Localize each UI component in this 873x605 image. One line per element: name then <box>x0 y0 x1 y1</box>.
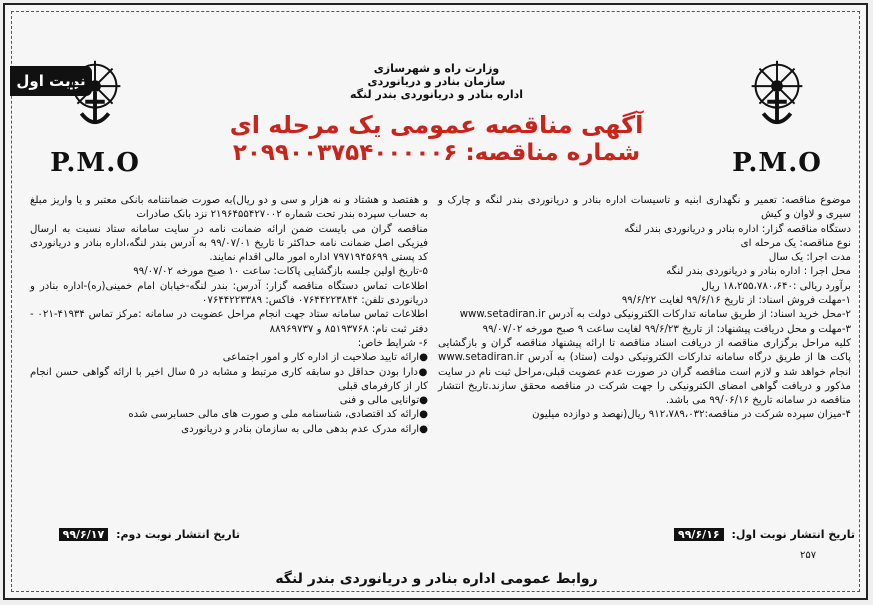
organization-header <box>0 62 873 101</box>
first-publication-date <box>650 528 855 541</box>
pmo-logo-text: P.M.O <box>50 148 140 178</box>
paragraph: موضوع مناقصه: تعمیر و نگهداری ابنیه و تاسیسات اداره بنادر و دریانوردی بندر لنگه و چارک و سیری و لاوان و کیش <box>438 195 851 221</box>
paragraph: کلیه مراحل برگزاری مناقصه از دریافت اسناد مناقصه تا ارائه پیشنهاد مناقصه گران و بازگشایی پاکت ها از طریق درگاه سامانه تدارکات الکترونیکی دولت (ستاد) به آدرس www.setadiran.ir انجام خواهد شد و لازم است مناقصه گران در صورت عدم عضویت قبلی،مراحل ثبت نام در سایت مذکور و دریافت گواهی امضای الکترونیکی را جهت شرکت در مناقصه محقق سازند.تاریخ انتشار مناقصه در سامانه تاریخ ۹۹/۰۶/۱۶ می باشد. <box>438 337 851 407</box>
paragraph: ۱-مهلت فروش اسناد: از تاریخ ۹۹/۶/۱۶ لغایت ۹۹/۶/۲۲ <box>621 295 851 307</box>
right-text-column <box>438 194 851 423</box>
pmo-logo-text: P.M.O <box>732 148 822 178</box>
paragraph: ۴-میزان سپرده شرکت در مناقصه:۹۱۲،۷۸۹،۰۳۲ ریال(نهصد و دوازده میلیون <box>532 409 851 421</box>
announcement-title: آگهی مناقصه عمومی یک مرحله ای <box>229 111 644 139</box>
first-publication-label: تاریخ انتشار نوبت اول: <box>731 528 855 541</box>
second-publication-value: ۹۹/۶/۱۷ <box>59 528 109 541</box>
second-publication-date <box>30 528 240 541</box>
paragraph: نوع مناقصه: یک مرحله ای <box>740 237 851 249</box>
paragraph: مدت اجرا: یک سال <box>768 252 851 264</box>
org-department: اداره بنادر و دریانوردی بندر لنگه <box>349 88 524 101</box>
paragraph: ●ارائه تایید صلاحیت از اداره کار و امور اجتماعی <box>222 352 428 364</box>
org-organization: سازمان بنادر و دریانوردی <box>367 75 506 88</box>
paragraph: اطلاعات تماس سامانه ستاد جهت انجام مراحل عضویت در سامانه :مرکز تماس ۴۱۹۳۴-۰۲۱ - دفتر ثبت نام: ۸۵۱۹۳۷۶۸ و ۸۸۹۶۹۷۳۷ <box>30 309 428 335</box>
paragraph: ●دارا بودن حداقل دو سابقه کاری مرتبط و مشابه در ۵ سال اخیر با ارائه گواهی حسن انجام کار از کارفرمای قبلی <box>30 366 428 392</box>
page-number: ۲۵۷ <box>800 550 817 561</box>
first-publication-value: ۹۹/۶/۱۶ <box>674 528 724 541</box>
paragraph: ۲-محل خرید اسناد: از طریق سامانه تدارکات الکترونیکی دولت به آدرس www.setadiran.ir <box>459 309 851 321</box>
paragraph: دستگاه مناقصه گزار: اداره بنادر و دریانوردی بندر لنگه <box>624 223 851 235</box>
paragraph: ۵-تاریخ اولین جلسه بازگشایی پاکات: ساعت ۱۰ صبح مورخه ۹۹/۰۷/۰۲ <box>133 266 428 278</box>
paragraph: محل اجرا : اداره بنادر و دریانوردی بندر لنگه <box>666 266 851 278</box>
footer-public-relations: روابط عمومی اداره بنادر و دریانوردی بندر لنگه <box>275 571 598 587</box>
paragraph: ●ارائه مدرک عدم بدهی مالی به سازمان بنادر و دریانوردی <box>181 423 428 435</box>
paragraph: اطلاعات تماس دستگاه مناقصه گزار: آدرس: بندر لنگه-خیابان امام خمینی(ره)-اداره بنادر و دریانوردی تلفن: ۰۷۶۴۴۲۲۳۸۴۴ فاکس: ۰۷۶۴۴۲۲۳۳۸۹ <box>30 280 428 307</box>
paragraph: ●ارائه کد اقتصادی، شناسنامه ملی و صورت های مالی حسابرسی شده <box>128 409 428 421</box>
left-text-column <box>30 194 428 437</box>
paragraph: ۳-مهلت و محل دریافت پیشنهاد: از تاریخ ۹۹/۶/۲۳ لغایت ساعت ۹ صبح مورخه ۹۹/۰۷/۰۲ <box>482 323 851 335</box>
round-badge: نوبت اول <box>10 66 92 96</box>
org-ministry: وزارت راه و شهرسازی <box>373 62 500 75</box>
tender-number: شماره مناقصه: ۲۰۹۹۰۰۳۷۵۴۰۰۰۰۰۶ <box>232 140 641 166</box>
paragraph: و هفتصد و هشتاد و نه هزار و سی و دو ریال)به صورت ضمانتنامه بانکی معتبر و یا واریز مبلغ به حساب سپرده بندر تحت شماره ۲۱۹۶۴۵۵۴۲۷۰۰۲ نزد بانک صادرات <box>30 195 428 221</box>
paragraph: برآورد ریالی :۱۸،۲۵۵،۷۸۰،۶۴۰ ریال <box>701 280 851 292</box>
second-publication-label: تاریخ انتشار نوبت دوم: <box>116 528 240 541</box>
paragraph: ●توانایی مالی و فنی <box>339 395 428 407</box>
paragraph: مناقصه گران می بایست ضمن ارائه ضمانت نامه در سایت سامانه ستاد نسبت به ارسال فیزیکی اصل ضمانت نامه حداکثر تا تاریخ ۹۹/۰۷/۰۱ به آدرس بندر لنگه،اداره بنادر و دریانوردی کد پستی ۷۹۷۱۹۴۵۶۹۹ اداره امور مالی اقدام نمایند. <box>30 223 428 264</box>
paragraph: ۶- شرایط خاص: <box>357 337 428 349</box>
